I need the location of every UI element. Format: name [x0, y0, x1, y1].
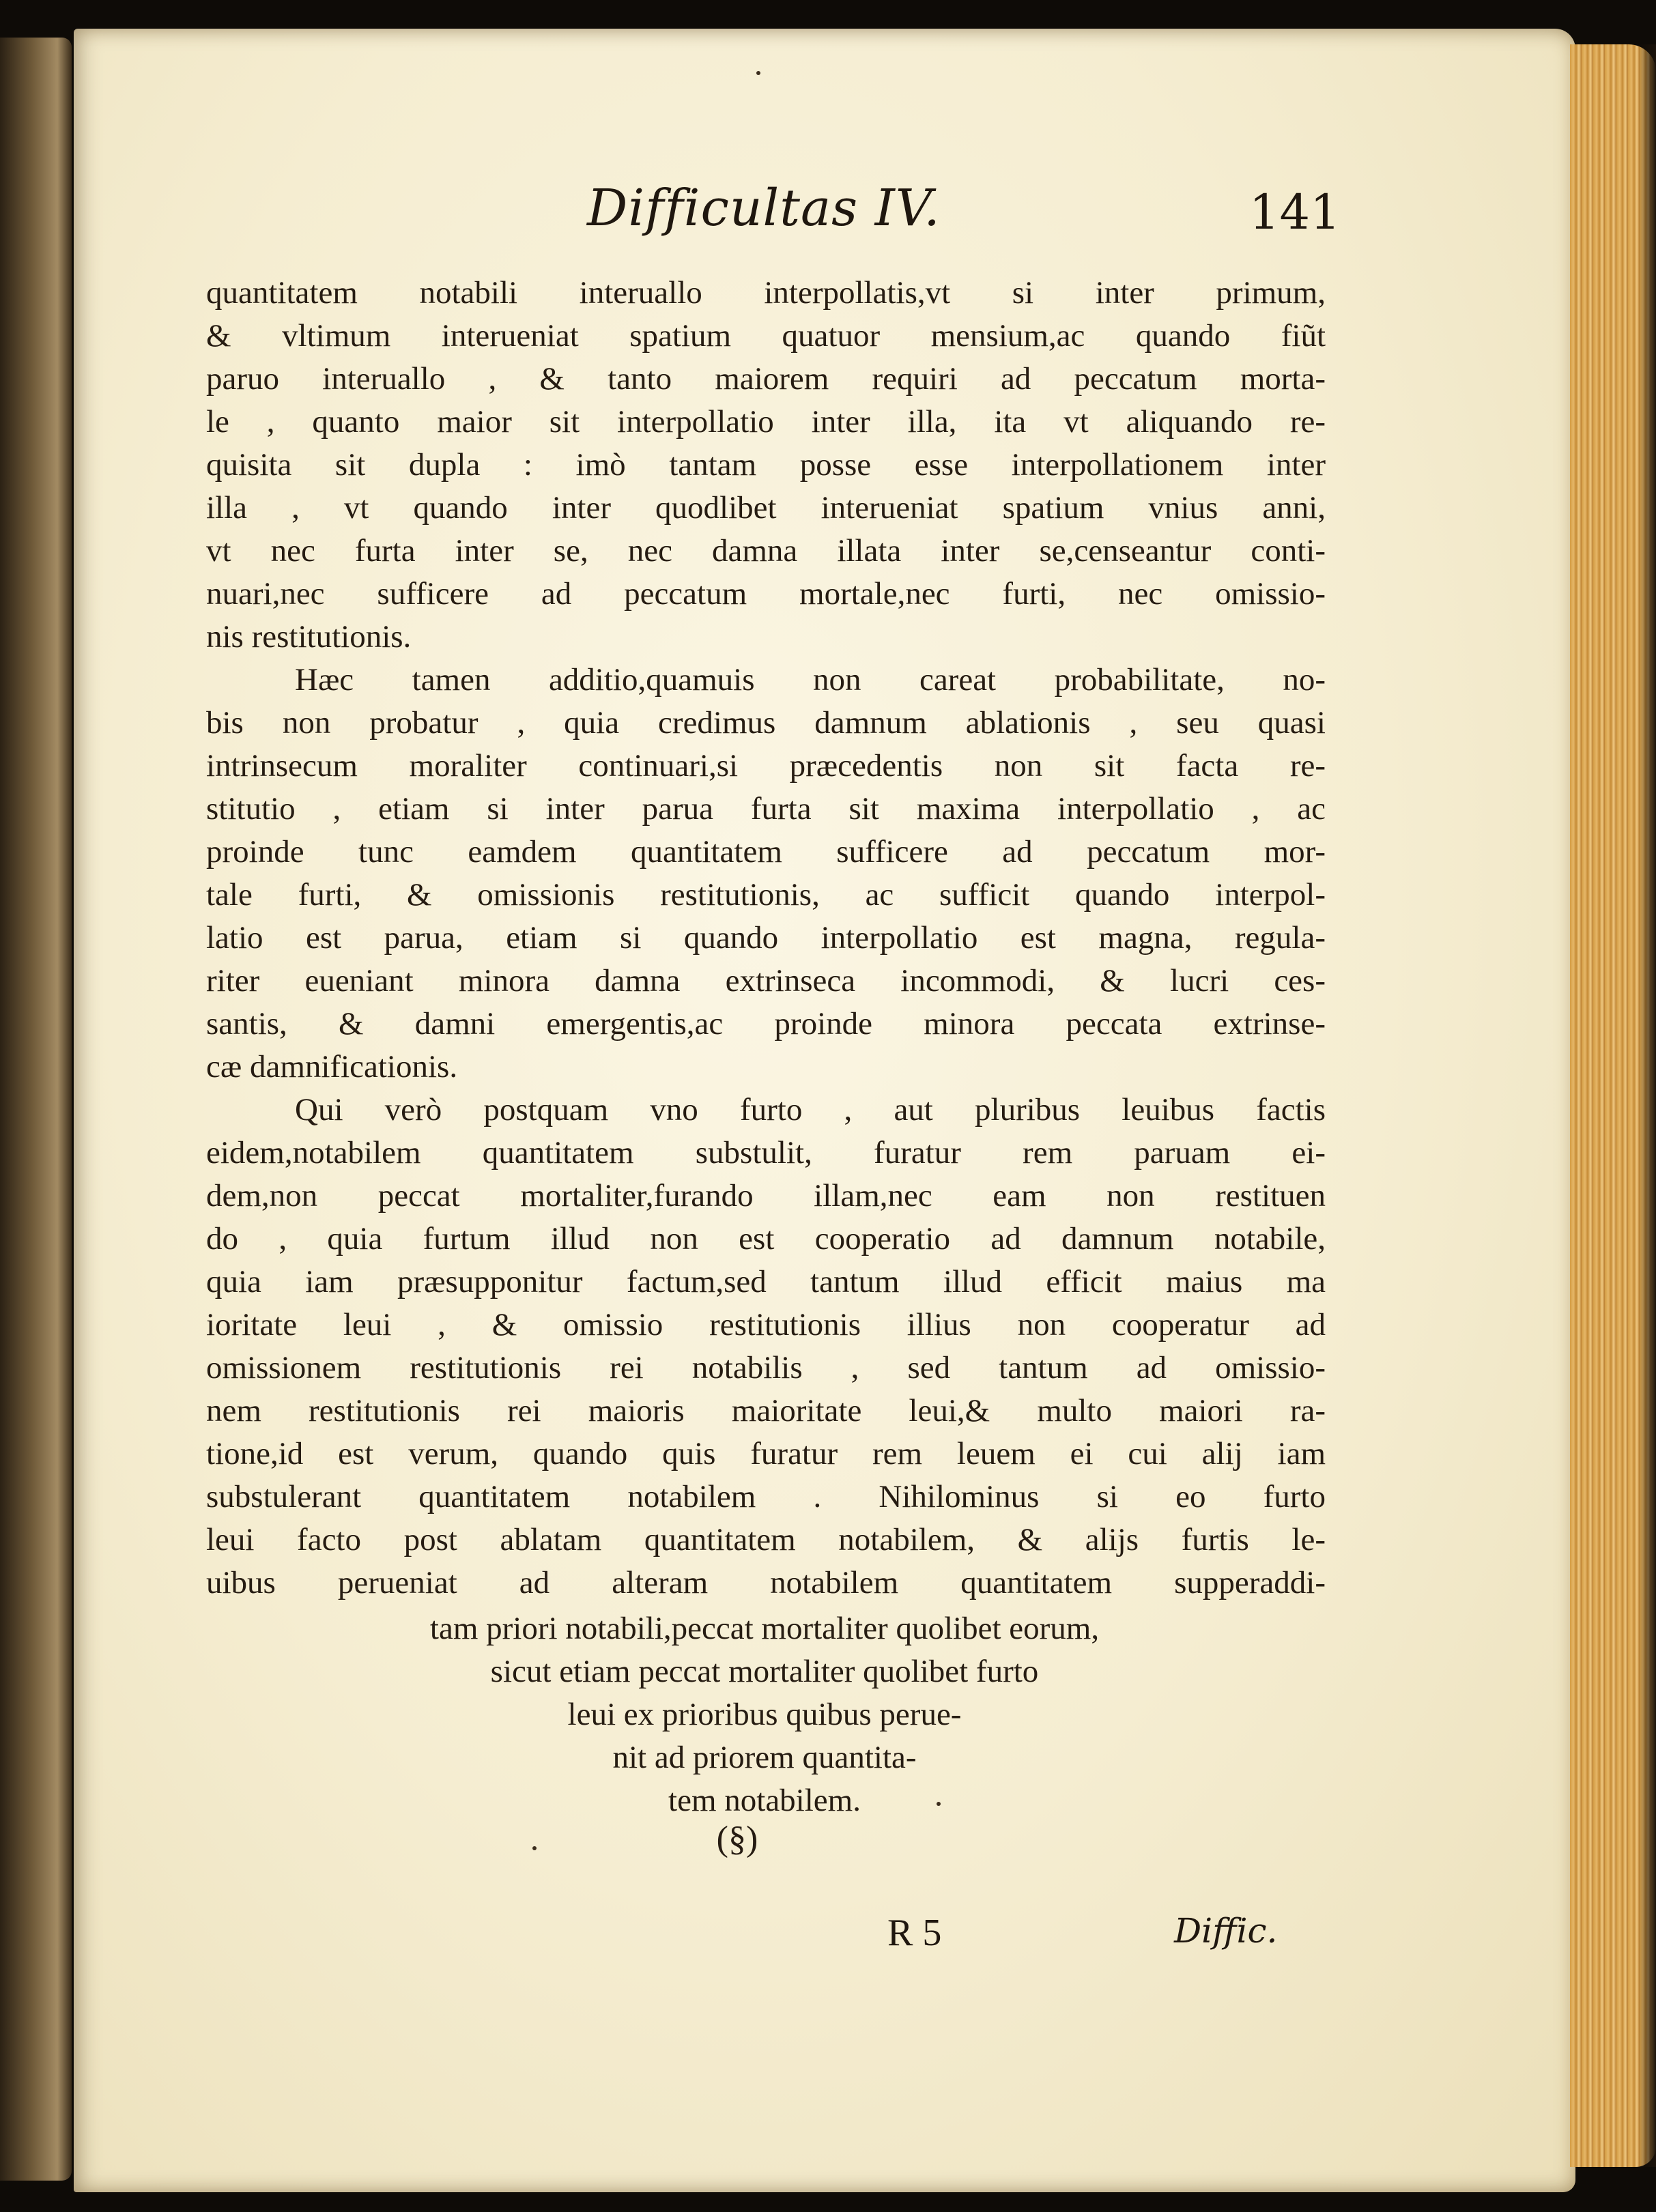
text-line: cæ damnificationis.	[206, 1049, 458, 1085]
signature-mark: R 5	[887, 1912, 942, 1954]
text-line: quisita sit dupla : imò tantam posse esse interpollationem inter	[206, 447, 1326, 483]
text-line: & vltimum interueniat spatium quatuor mensium,ac quando fiũt	[206, 318, 1326, 354]
text-line: vt nec furta inter se, nec damna illata inter se,censeantur conti-	[206, 533, 1326, 569]
text-line: leui facto post ablatam quantitatem notabilem, & alijs furtis le-	[206, 1522, 1326, 1557]
text-line: paruo interuallo , & tanto maiorem requiri ad peccatum morta-	[206, 361, 1326, 397]
body-text	[206, 272, 1326, 1605]
ink-speck	[756, 71, 760, 75]
text-line: proinde tunc eamdem quantitatem sufficere ad peccatum mor-	[206, 834, 1326, 870]
text-line: ioritate leui , & omissio restitutionis illius non cooperatur ad	[206, 1307, 1326, 1342]
text-line: tione,id est verum, quando quis furatur rem leuem ei cui alij iam	[206, 1436, 1326, 1471]
catchword: Diffic.	[1174, 1911, 1278, 1951]
text-line: illa , vt quando inter quodlibet interueniat spatium vnius anni,	[206, 490, 1326, 526]
tapered-paragraph-end	[205, 1607, 1324, 1822]
text-line: quantitatem notabili interuallo interpollatis,vt si inter primum,	[206, 275, 1326, 311]
text-line: uibus perueniat ad alteram notabilem quantitatem supperaddi-	[206, 1565, 1326, 1600]
text-line: riter eueniant minora damna extrinseca incommodi, & lucri ces-	[206, 963, 1326, 999]
ink-speck	[532, 1846, 537, 1850]
page-number: 141	[1249, 184, 1341, 240]
text-line: Qui verò postquam vno furto , aut pluribus leuibus factis	[295, 1092, 1326, 1127]
text-line: substulerant quantitatem notabilem . Nihilominus si eo furto	[206, 1479, 1326, 1514]
text-line: bis non probatur , quia credimus damnum ablationis , seu quasi	[206, 705, 1326, 741]
text-line: tale furti, & omissionis restitutionis, ac sufficit quando interpol-	[206, 877, 1326, 913]
text-line: eidem,notabilem quantitatem substulit, furatur rem paruam ei-	[206, 1135, 1326, 1170]
text-line: le , quanto maior sit interpollatio inter illa, ita vt aliquando re-	[206, 404, 1326, 440]
text-line: tam priori notabili,peccat mortaliter quolibet eorum,	[429, 1611, 1100, 1646]
facing-page-edge	[0, 38, 72, 2181]
page-fore-edge	[1570, 44, 1656, 2167]
text-line: tem notabilem.	[668, 1783, 861, 1818]
text-line: nem restitutionis rei maioris maioritate leui,& multo maiori ra-	[206, 1393, 1326, 1428]
text-line: intrinsecum moraliter continuari,si præcedentis non sit facta re-	[206, 748, 1326, 784]
text-line: santis, & damni emergentis,ac proinde minora peccata extrinse-	[206, 1006, 1326, 1042]
text-line: do , quia furtum illud non est cooperatio ad damnum notabile,	[206, 1221, 1326, 1256]
running-title: Difficultas IV.	[587, 179, 941, 238]
text-line: omissionem restitutionis rei notabilis , sed tantum ad omissio-	[206, 1350, 1326, 1385]
text-line: leui ex prioribus quibus perue-	[567, 1697, 962, 1732]
text-line: dem,non peccat mortaliter,furando illam,nec eam non restituen	[206, 1178, 1326, 1213]
text-line: nuari,nec sufficere ad peccatum mortale,nec furti, nec omissio-	[206, 576, 1326, 612]
text-line: sicut etiam peccat mortaliter quolibet furto	[490, 1654, 1039, 1689]
text-line: nis restitutionis.	[206, 619, 412, 655]
section-ornament: (§)	[716, 1820, 758, 1858]
text-line: quia iam præsupponitur factum,sed tantum illud efficit maius ma	[206, 1264, 1326, 1299]
text-line: nit ad priorem quantita-	[612, 1740, 917, 1775]
text-line: stitutio , etiam si inter parua furta sit maxima interpollatio , ac	[206, 791, 1326, 827]
text-line: Hæc tamen additio,quamuis non careat probabilitate, no-	[295, 662, 1326, 698]
text-line: latio est parua, etiam si quando interpollatio est magna, regula-	[206, 920, 1326, 956]
